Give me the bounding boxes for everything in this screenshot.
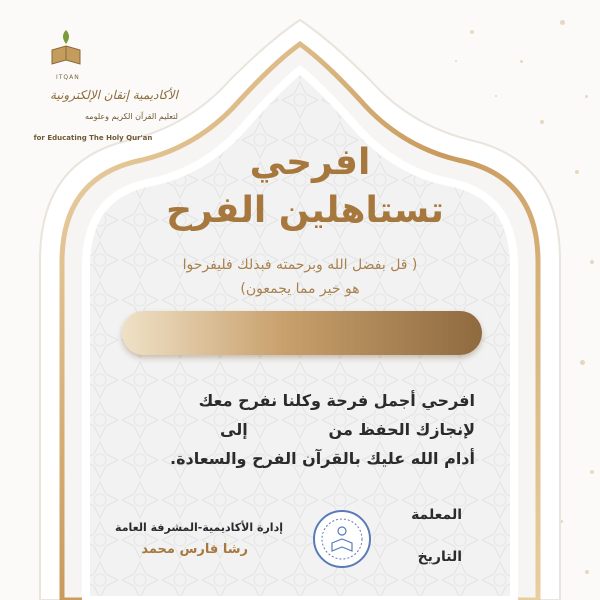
body-line-2 [120,415,475,444]
certificate-body [120,386,475,473]
logo-small-text: ITQAN [56,74,80,81]
verse-line-1: ( قل بفضل الله وبرحمته فبذلك فليفرحوا [182,257,418,273]
title-line-2: تستاهلين الفرح [166,190,444,231]
administration-label: إدارة الأكاديمية-المشرفة العامة [115,521,283,534]
verse-line-2: هو خير مما يجمعون) [240,281,360,297]
official-stamp-icon [312,509,372,569]
student-name-bar [122,311,482,355]
body-line-2-to: إلى [220,420,248,439]
teacher-label: المعلمة [411,507,462,523]
title-line-1: افرحي [249,142,371,183]
date-label: التاريخ [417,549,462,565]
body-line-1: افرحي أجمل فرحة وكلنا نفرح معك [198,391,475,410]
body-line-2-from: لإنجازك الحفظ من [328,420,475,439]
logo-name: الأكاديمية إتقان الإلكترونية [50,88,178,102]
logo-subtitle: لتعليم القرآن الكريم وعلومه [85,112,178,121]
logo-english: for Educating The Holy Qur'an [33,134,153,142]
signer-name: رشا فارس محمد [141,542,248,557]
verse [120,253,480,301]
body-line-3: أدام الله عليك بالقرآن الفرح والسعادة. [170,449,475,468]
